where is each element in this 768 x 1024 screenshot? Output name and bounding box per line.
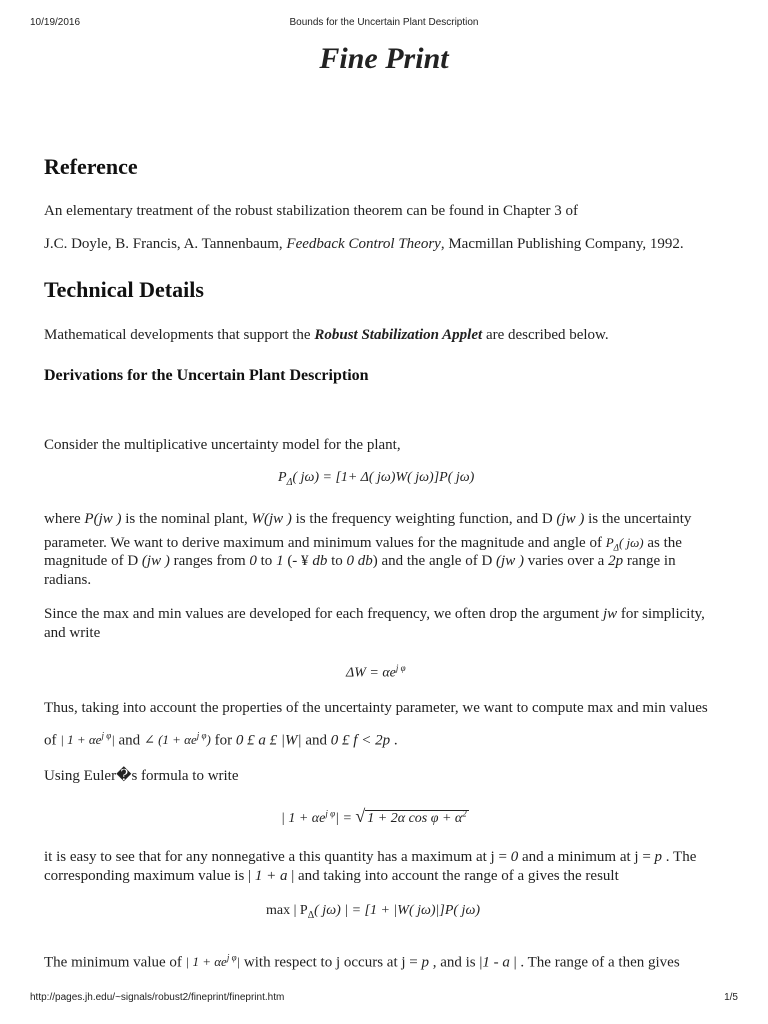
p6-text: p xyxy=(654,849,663,865)
paragraph-7 xyxy=(44,948,680,973)
p2-text: range in xyxy=(623,553,676,569)
p2-text: to xyxy=(327,553,347,569)
paragraph-5: Using Euler�s formula to write xyxy=(44,768,239,784)
paragraph-6-line-2 xyxy=(44,866,619,887)
eq3-body: | 1 + αe xyxy=(281,811,326,826)
print-header xyxy=(0,17,768,33)
p3-text: for simplicity, xyxy=(617,606,705,622)
inline-eq-min-end: | xyxy=(236,954,241,970)
p2-text: where xyxy=(44,511,85,527)
p6-text: and a minimum at j = xyxy=(518,849,655,865)
eq3-eq: | = xyxy=(335,811,356,826)
inline-eq-sub: Δ xyxy=(613,542,619,553)
eq2-body: ΔW = αe xyxy=(346,665,396,681)
p2-text: 0 db xyxy=(346,553,373,569)
p6-text: 0 xyxy=(510,849,519,865)
print-tab-title: Bounds for the Uncertain Plant Description xyxy=(289,17,479,28)
p7-text: | . The range of a then gives xyxy=(509,954,680,971)
inline-eq-angle xyxy=(144,732,211,747)
page-title: Fine Print xyxy=(319,42,449,75)
paragraph-3-line-1 xyxy=(44,604,705,625)
p2-text: is the frequency weighting function, and D xyxy=(291,511,557,527)
p2-text: magnitude of D xyxy=(44,553,142,569)
eq3-radicand xyxy=(365,810,469,826)
p2-text: 2p xyxy=(608,553,624,569)
reference-intro: An elementary treatment of the robust stabilization theorem can be found in Chapter 3 of xyxy=(44,203,578,219)
p6-text: 1 + a xyxy=(254,868,288,884)
eq4-body: max | P xyxy=(266,903,308,918)
p2-text: (- ¥ xyxy=(283,553,313,569)
eq2-sup: j φ xyxy=(395,663,406,673)
p4-text: and xyxy=(114,732,144,749)
p2-text: parameter. We want to derive maximum and minimum values for the magnitude and angle of xyxy=(44,535,606,551)
technical-intro-pre: Mathematical developments that support the xyxy=(44,327,315,343)
p2-text: ) and the angle of D xyxy=(372,553,497,569)
p2-text: (jw ) xyxy=(496,553,524,569)
print-url: http://pages.jh.edu/~signals/robust2/fineprint/fineprint.htm xyxy=(30,992,285,1003)
eq3-root: 1 + 2α cos φ + α xyxy=(367,811,463,826)
p4-text: and xyxy=(301,732,331,749)
inline-eq-min-body: | 1 + αe xyxy=(185,954,227,970)
inline-eq-plant xyxy=(605,535,644,553)
eq1-lhs: P xyxy=(278,470,287,485)
p6-text: corresponding maximum value is | xyxy=(44,868,255,884)
p4-text: of xyxy=(44,732,61,749)
p2-text: db xyxy=(312,553,328,569)
p2-text: is the uncertainty xyxy=(584,511,692,527)
paragraph-1: Consider the multiplicative uncertainty model for the plant, xyxy=(44,437,401,453)
applet-link: Robust Stabilization Applet xyxy=(314,327,483,343)
paragraph-2-line-1 xyxy=(44,509,691,530)
citation-rest: , Macmillan Publishing Company, 1992. xyxy=(440,236,684,252)
inline-eq-mag-sup: j φ xyxy=(101,731,112,741)
p4-text: . xyxy=(390,732,398,749)
inline-eq-ang-sup: j φ xyxy=(196,731,207,741)
p2-text: 0 xyxy=(249,553,257,569)
p4-text: 0 £ f < 2p xyxy=(330,732,391,749)
p2-text: (jw ) xyxy=(556,511,585,527)
technical-intro xyxy=(44,325,609,346)
equation-uncertainty-model xyxy=(278,470,474,488)
technical-intro-post: are described below. xyxy=(482,327,609,343)
inline-eq-p: P xyxy=(605,535,614,550)
p7-text: The minimum value of xyxy=(44,954,186,971)
eq1-rest: ( jω) = [1+ Δ( jω)W( jω)]P( jω) xyxy=(292,470,475,485)
inline-eq-rest: ( jω) xyxy=(618,535,644,550)
paragraph-2-line-4: radians. xyxy=(44,572,92,588)
eq4-sub: Δ xyxy=(307,909,315,921)
eq3-sup: j φ xyxy=(325,808,336,819)
inline-eq-magnitude xyxy=(60,732,115,747)
p7-text: , and is | xyxy=(428,954,483,971)
print-page-number: 1/5 xyxy=(724,992,738,1003)
citation-book: Feedback Control Theory xyxy=(286,236,441,252)
paragraph-6-line-1 xyxy=(44,847,696,868)
technical-heading: Technical Details xyxy=(44,277,204,302)
p2-text: as the xyxy=(643,535,682,551)
p6-text: | and taking into account the range of a gives the result xyxy=(287,868,619,884)
print-date: 10/19/2016 xyxy=(30,17,81,28)
p7-text: p xyxy=(421,954,429,971)
p2-text: to xyxy=(256,553,277,569)
inline-eq-ang-body: ∠ (1 + αe xyxy=(143,732,197,748)
paragraph-3-line-2: and write xyxy=(44,625,101,641)
eq4-rest: ( jω) | = [1 + |W( jω)|]P( jω) xyxy=(314,903,480,918)
paragraph-4-line-2 xyxy=(44,726,398,751)
equation-euler xyxy=(281,806,469,827)
sqrt-icon: √ xyxy=(355,806,366,826)
inline-eq-min-sup: j φ xyxy=(226,953,237,963)
p4-text: 0 £ a £ |W| xyxy=(235,732,302,749)
p7-text: 1 - a xyxy=(482,954,510,971)
print-footer xyxy=(0,992,768,1008)
eq1-sub: Δ xyxy=(286,476,293,488)
equation-delta-w xyxy=(346,663,406,682)
p2-text: ranges from xyxy=(169,553,250,569)
paragraph-2-line-3 xyxy=(44,551,676,572)
p3-text: Since the max and min values are developed for each frequency, we often drop the argument xyxy=(44,606,603,622)
p4-text: for xyxy=(210,732,236,749)
p3-text: jw xyxy=(602,606,618,622)
p2-text: P(jw ) xyxy=(84,511,122,527)
p7-text: with respect to j occurs at j = xyxy=(240,954,422,971)
inline-eq-ang-end: ) xyxy=(206,732,211,748)
p2-text: W(jw ) xyxy=(251,511,292,527)
inline-eq-mag-end: | xyxy=(111,732,115,748)
p2-text: is the nominal plant, xyxy=(121,511,252,527)
citation-authors: J.C. Doyle, B. Francis, A. Tannenbaum, xyxy=(44,236,287,252)
p2-text: (jw ) xyxy=(141,553,170,569)
p2-text: varies over a xyxy=(523,553,609,569)
equation-max xyxy=(266,903,480,921)
p6-text: it is easy to see that for any nonnegative a this quantity has a maximum at j = xyxy=(44,849,511,865)
reference-heading: Reference xyxy=(44,154,138,179)
paragraph-4-line-1: Thus, taking into account the properties of the uncertainty parameter, we want to compute max and min values xyxy=(44,700,708,716)
eq3-square: 2 xyxy=(462,808,467,819)
inline-eq-mag-body: | 1 + αe xyxy=(60,732,102,748)
inline-eq-min xyxy=(186,954,241,969)
derivations-subheading: Derivations for the Uncertain Plant Description xyxy=(44,367,369,384)
reference-citation xyxy=(44,234,684,255)
p2-text: 1 xyxy=(276,553,284,569)
p6-text: . The xyxy=(662,849,697,865)
